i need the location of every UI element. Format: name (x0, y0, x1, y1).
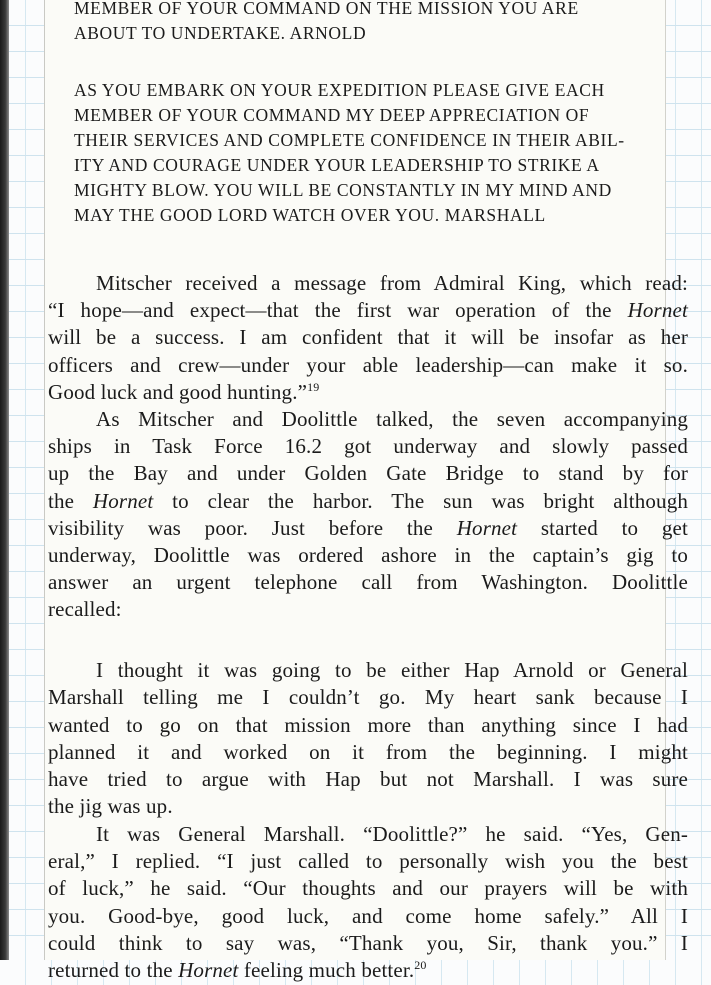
text-run: to clear the harbor. The sun was bright although (153, 488, 689, 513)
text-line: the jig was up. (48, 794, 173, 819)
text-line (48, 957, 688, 984)
text-line (48, 379, 688, 406)
ship-name: Hornet (92, 488, 154, 513)
text-line: Mitscher received a message from Admiral King, which read: (96, 271, 688, 295)
text-line: will be a success. I am confident that it will be insofar as her (48, 325, 688, 350)
telegram-arnold (74, 0, 694, 46)
ship-name: Hornet (627, 298, 688, 323)
text-line: officers and crew—under your able leadership—can make it so. (48, 352, 688, 377)
text-line: of luck,” he said. “Our thoughts and our prayers will be with (48, 876, 688, 901)
text-line (48, 515, 688, 542)
text-line: ABOUT TO UNDERTAKE. ARNOLD (74, 23, 367, 43)
page-binding-edge (0, 0, 9, 960)
text-line (48, 297, 688, 324)
text-line: As Mitscher and Doolittle talked, the seven accompanying (96, 407, 688, 431)
text-line: MEMBER OF YOUR COMMAND MY DEEP APPRECIATION OF (74, 105, 590, 125)
footnote-marker: 19 (307, 379, 320, 394)
text-line: ships in Task Force 16.2 got underway and slowly passed (48, 434, 688, 459)
text-line: up the Bay and under Golden Gate Bridge to stand by for (48, 461, 688, 486)
text-line: ITY AND COURAGE UNDER YOUR LEADERSHIP TO STRIKE A (74, 155, 600, 175)
text-line: could think to say was, “Thank you, Sir, thank you.” I (48, 930, 688, 955)
text-line: wanted to go on that mission more than anything since I had (48, 712, 688, 737)
text-line (48, 488, 688, 515)
text-line: Marshall telling me I couldn’t go. My heart sank because I (48, 685, 688, 710)
text-line: have tried to argue with Hap but not Marshall. I was sure (48, 767, 688, 792)
text-line: MEMBER OF YOUR COMMAND ON THE MISSION YOU ARE (74, 0, 579, 18)
text-run: Good luck and good hunting.” (48, 379, 308, 404)
text-run: “I hope—and expect—that the first war operation of the (48, 298, 628, 323)
text-run: visibility was poor. Just before the (48, 515, 457, 540)
text-run: started to get (517, 515, 689, 540)
paragraph-admiral-king (48, 270, 688, 406)
text-line: THEIR SERVICES AND COMPLETE CONFIDENCE IN THEIR ABIL- (74, 130, 625, 150)
text-line: I thought it was going to be either Hap Arnold or General (96, 658, 688, 682)
text-line: underway, Doolittle was ordered ashore in the captain’s gig to (48, 543, 688, 568)
text-line: you. Good-bye, good luck, and come home safely.” All I (48, 903, 688, 928)
ship-name: Hornet (456, 515, 518, 540)
text-line: recalled: (48, 597, 122, 622)
text-line: MIGHTY BLOW. YOU WILL BE CONSTANTLY IN MY MIND AND (74, 180, 612, 200)
text-line: MAY THE GOOD LORD WATCH OVER YOU. MARSHALL (74, 205, 546, 225)
text-line: planned it and worked on it from the beginning. I might (48, 739, 688, 764)
text-run: the (48, 488, 93, 513)
ship-name: Hornet (178, 958, 239, 983)
text-run: feeling much better. (238, 958, 415, 983)
text-run: returned to the (48, 958, 179, 983)
telegram-marshall (74, 78, 694, 228)
block-quote-doolittle (48, 657, 688, 985)
text-line: AS YOU EMBARK ON YOUR EXPEDITION PLEASE GIVE EACH (74, 80, 605, 100)
footnote-marker: 20 (414, 958, 427, 973)
text-line: eral,” I replied. “I just called to personally wish you the best (48, 849, 688, 874)
text-line: It was General Marshall. “Doolittle?” he said. “Yes, Gen- (96, 821, 688, 846)
paragraph-underway (48, 406, 688, 624)
text-line: answer an urgent telephone call from Washington. Doolittle (48, 570, 688, 595)
